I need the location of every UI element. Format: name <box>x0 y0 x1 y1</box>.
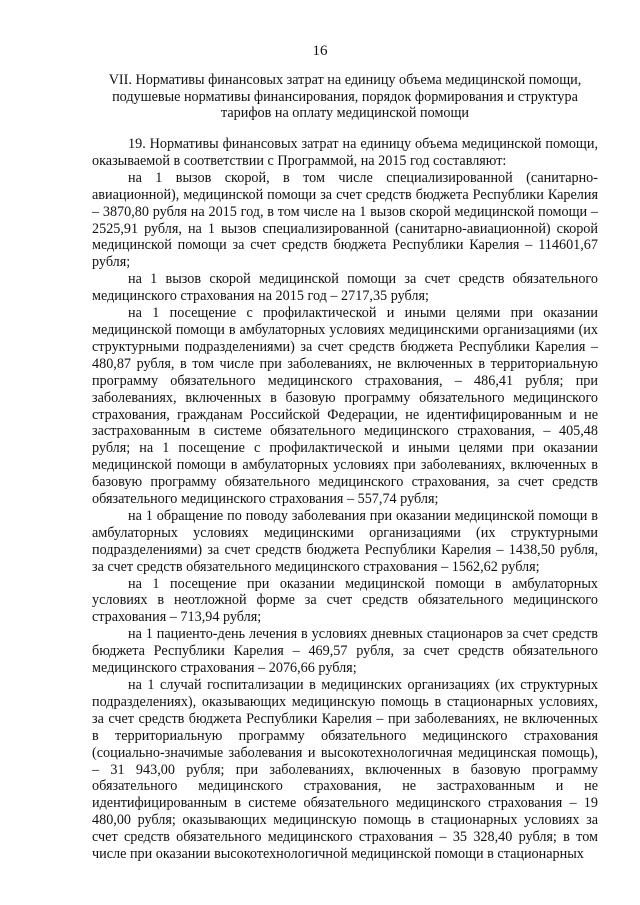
paragraph-disease-appeal: на 1 обращение по поводу заболевания при оказании медицинской помощи в амбулаторных условиях медицинскими организациями (их структурными подразделениями) за счет средств бюджета Республики Карелия – 1438,50 рубля, за счет средств обязательного медицинского страхования – 1562,62 рубля; <box>92 507 598 575</box>
paragraph-emergency-budget: на 1 вызов скорой, в том числе специализированной (санитарно-авиационной), медицинской помощи за счет средств бюджета Республики Карелия – 3870,80 рубля на 2015 год, в том числе на 1 вызов скорой медицинской помощи – 2525,91 рубля, на 1 вызов специализированной (санитарно-авиационной) скорой медицинской помощи за счет средств бюджета Республики Карелия – 114601,67 рубля; <box>92 169 598 271</box>
paragraph-hospitalization: на 1 случай госпитализации в медицинских организациях (их структурных подразделениях), оказывающих медицинскую помощь в стационарных условиях, за счет средств бюджета Республики Карелия – при заболеваниях, не включенных в территориальную программу обязательного медицинского страхования (социально-значимые заболевания и высокотехнологичная медицинская помощь), – 31 943,00 рубля; при заболеваниях, включенных в базовую программу обязательного медицинского страхования, не застрахованным и не идентифицированным в системе обязательного медицинского страхования – 19 480,00 рубля; оказывающих медицинскую помощь в стационарных условиях за счет средств обязательного медицинского страхования – 35 328,40 рубля; в том числе при оказании высокотехнологичной медицинской помощи в стационарных <box>92 677 598 863</box>
section-heading: VII. Нормативы финансовых затрат на единицу объема медицинской помощи, подушевые нормативы финансирования, порядок формирования и структура тарифов на оплату медицинской помощи <box>108 72 582 121</box>
document-body <box>92 136 598 863</box>
paragraph-day-hospital: на 1 пациенто-день лечения в условиях дневных стационаров за счет средств бюджета Республики Карелия – 469,57 рубля, за счет средств обязательного медицинского страхования – 2076,66 рубля; <box>92 626 598 677</box>
paragraph-urgent-visit: на 1 посещение при оказании медицинской помощи в амбулаторных условиях в неотложной форме за счет средств обязательного медицинского страхования – 713,94 рубля; <box>92 575 598 626</box>
paragraph-emergency-oms: на 1 вызов скорой медицинской помощи за счет средств обязательного медицинского страхования на 2015 год – 2717,35 рубля; <box>92 271 598 305</box>
page-number: 16 <box>312 43 328 59</box>
paragraph-intro: 19. Нормативы финансовых затрат на единицу объема медицинской помощи, оказываемой в соответствии с Программой, на 2015 год составляют: <box>92 136 598 169</box>
paragraph-prophylactic-visit: на 1 посещение с профилактической и иными целями при оказании медицинской помощи в амбулаторных условиях медицинскими организациями (их структурными подразделениями) за счет средств бюджета Республики Карелия – 480,87 рубля, в том числе при заболеваниях, не включенных в территориальную программу обязательного медицинского страхования, – 486,41 рубля; при заболеваниях, включенных в базовую программу обязательного медицинского страхования, гражданам Российской Федерации, не идентифицированным и не застрахованным в системе обязательного медицинского страхования, – 405,48 рубля; на 1 посещение с профилактической и иными целями при оказании медицинской помощи в амбулаторных условиях при заболеваниях, включенных в базовую программу обязательного медицинского страхования, за счет средств обязательного медицинского страхования – 557,74 рубля; <box>92 305 598 508</box>
